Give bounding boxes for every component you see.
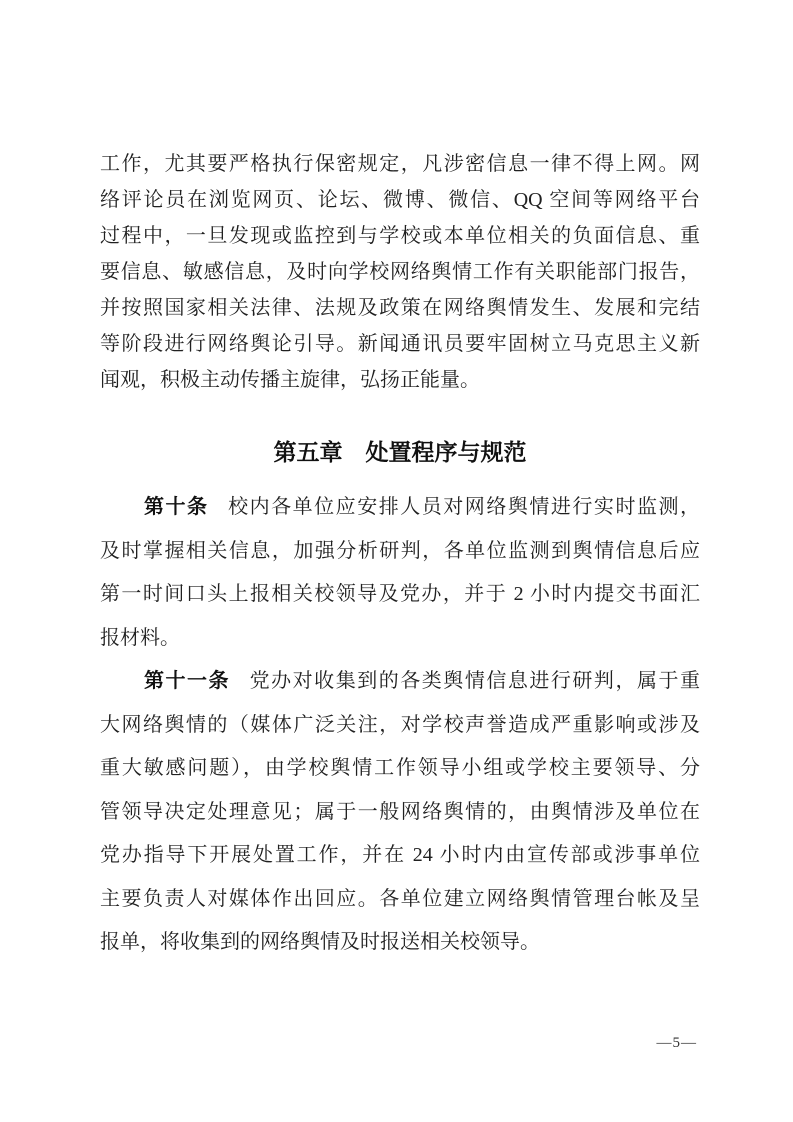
page-body bbox=[100, 146, 700, 965]
article-11 bbox=[100, 660, 700, 965]
article-text: 党办对收集到的各类舆情信息进行研判，属于重 bbox=[248, 670, 701, 692]
page-number: —5— bbox=[656, 1035, 697, 1051]
text-line: 报单，将收集到的网络舆情及时报送相关校领导。 bbox=[100, 931, 540, 953]
text-line: 等阶段进行网络舆论引导。新闻通讯员要牢固树立马克思主义新 bbox=[100, 333, 700, 355]
text-line: 络评论员在浏览网页、论坛、微博、微信、QQ 空间等网络平台 bbox=[100, 189, 700, 211]
text-line: 闻观，积极主动传播主旋律，弘扬正能量。 bbox=[100, 369, 480, 391]
article-number: 第十条 bbox=[144, 496, 209, 518]
article-first-line bbox=[100, 486, 700, 530]
article-first-line bbox=[100, 660, 700, 704]
text-line: 过程中，一旦发现或监控到与学校或本单位相关的负面信息、重 bbox=[100, 225, 700, 247]
text-line: 主要负责人对媒体作出回应。各单位建立网络舆情管理台帐及呈 bbox=[100, 887, 700, 910]
text-line: 党办指导下开展处置工作，并在 24 小时内由宣传部或涉事单位 bbox=[100, 844, 700, 866]
article-10 bbox=[100, 486, 700, 660]
article-text: 校内各单位应安排人员对网络舆情进行实时监测， bbox=[226, 496, 701, 518]
text-line: 及时掌握相关信息，加强分析研判，各单位监测到舆情信息后应 bbox=[100, 539, 700, 562]
text-line: 工作，尤其要严格执行保密规定，凡涉密信息一律不得上网。网 bbox=[100, 153, 700, 175]
text-line: 管领导决定处理意见；属于一般网络舆情的，由舆情涉及单位在 bbox=[100, 800, 700, 823]
text-line: 报材料。 bbox=[100, 626, 180, 649]
text-line: 大网络舆情的（媒体广泛关注，对学校声誉造成严重影响或涉及 bbox=[100, 713, 700, 736]
text-line: 并按照国家相关法律、法规及政策在网络舆情发生、发展和完结 bbox=[100, 297, 700, 319]
text-line: 重大敏感问题），由学校舆情工作领导小组或学校主要领导、分 bbox=[100, 757, 700, 779]
intro-paragraph bbox=[100, 146, 700, 398]
article-number: 第十一条 bbox=[144, 670, 231, 692]
text-line: 要信息、敏感信息，及时向学校网络舆情工作有关职能部门报告， bbox=[100, 261, 700, 283]
chapter-heading: 第五章 处置程序与规范 bbox=[273, 439, 527, 465]
text-line: 第一时间口头上报相关校领导及党办，并于 2 小时内提交书面汇 bbox=[100, 583, 700, 605]
